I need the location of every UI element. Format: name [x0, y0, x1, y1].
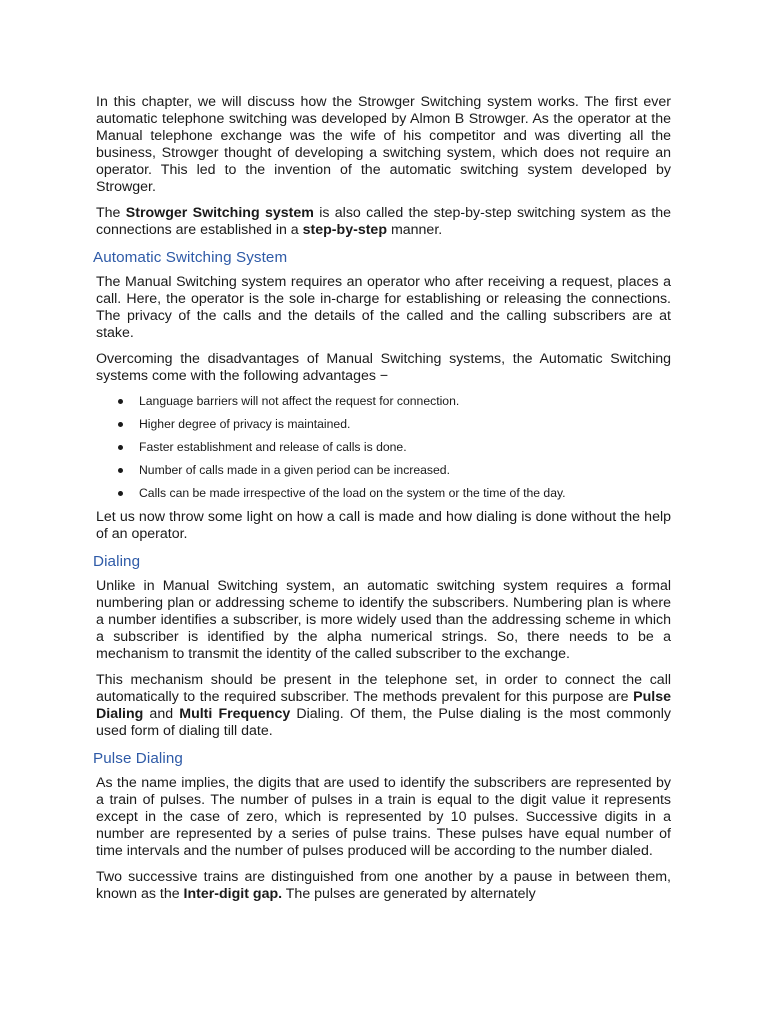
manual-switching-paragraph: The Manual Switching system requires an operator who after receiving a request, places a call. Here, the operator is the sole in-charge for establishing or releasing the connections. The privacy of the calls and the details of the called and the calling subscribers are at stake. [96, 274, 671, 341]
list-item-text: Calls can be made irrespective of the load on the system or the time of the day. [139, 486, 566, 501]
call-intro-paragraph: Let us now throw some light on how a call is made and how dialing is done without the help of an operator. [96, 509, 671, 543]
text-run: This mechanism should be present in the telephone set, in order to connect the call automatically to the required subscriber. The methods prevalent for this purpose are [96, 672, 671, 706]
bullet-icon [118, 422, 123, 427]
text-run: manner. [387, 222, 443, 238]
list-item-text: Higher degree of privacy is maintained. [139, 417, 351, 432]
text-run: and [143, 706, 180, 723]
dialing-methods-paragraph [96, 672, 671, 740]
bold-term-strowger-switching-system: Strowger Switching system [125, 205, 314, 221]
advantages-list [96, 394, 671, 501]
text-run: The pulses are generated by alternately [282, 886, 536, 903]
bold-term-pulse-dialing: Pulse Dialing [96, 689, 671, 723]
list-item-text: Language barriers will not affect the request for connection. [139, 394, 460, 408]
heading-automatic-switching-system: Automatic Switching System [93, 249, 288, 266]
text-run: The [96, 205, 126, 221]
list-item [96, 440, 671, 455]
heading-dialing: Dialing [93, 553, 141, 571]
advantages-intro-paragraph: Overcoming the disadvantages of Manual Switching systems, the Automatic Switching systems come with the following advantages − [96, 351, 671, 384]
pulse-train-paragraph: As the name implies, the digits that are used to identify the subscribers are represented by a train of pulses. The number of pulses in a train is equal to the digit value it represents except in the case of zero, which is represented by 10 pulses. Successive digits in a number are represented by a series of pulse trains. These pulses have equal number of time intervals and the number of pulses produced will be according to the number dialed. [96, 775, 671, 860]
bullet-icon [118, 445, 123, 450]
list-item [96, 417, 671, 432]
bold-term-step-by-step: step-by-step [302, 222, 387, 238]
numbering-plan-paragraph: Unlike in Manual Switching system, an automatic switching system requires a formal numbering plan or addressing scheme to identify the subscribers. Numbering plan is where a number identifies a subscriber, is more widely used than the addressing scheme in which a subscriber is identified by the alpha numerical strings. So, there needs to be a mechanism to transmit the identity of the called subscriber to the exchange. [96, 578, 671, 663]
bold-term-inter-digit-gap: Inter-digit gap. [183, 886, 283, 903]
page-content [93, 94, 671, 912]
list-item [96, 463, 671, 478]
intro-paragraph: In this chapter, we will discuss how the Strowger Switching system works. The first ever automatic telephone switching was developed by Almon B Strowger. As the operator at the Manual telephone exchange was the wife of his competitor and was diverting all the business, Strowger thought of developing a switching system, which does not require an operator. This led to the invention of the automatic switching system developed by Strowger. [96, 94, 671, 195]
strowger-definition-paragraph [96, 205, 671, 239]
bold-term-multi-frequency: Multi Frequency [179, 706, 291, 723]
list-item-text: Number of calls made in a given period can be increased. [139, 463, 450, 478]
bullet-icon [118, 399, 123, 404]
bullet-icon [118, 491, 123, 496]
list-item [96, 394, 671, 409]
list-item-text: Faster establishment and release of calls is done. [139, 440, 407, 455]
heading-pulse-dialing: Pulse Dialing [93, 750, 183, 768]
bullet-icon [118, 468, 123, 473]
list-item [96, 486, 671, 501]
inter-digit-gap-paragraph [96, 869, 671, 903]
text-run: is also called the step-by-step switching system as the connections are established in a [96, 205, 671, 238]
text-run: Two successive trains are distinguished from one another by a pause in between them, known as the [96, 869, 671, 903]
text-run: Dialing. Of them, the Pulse dialing is the most commonly used form of dialing till date. [96, 706, 671, 740]
